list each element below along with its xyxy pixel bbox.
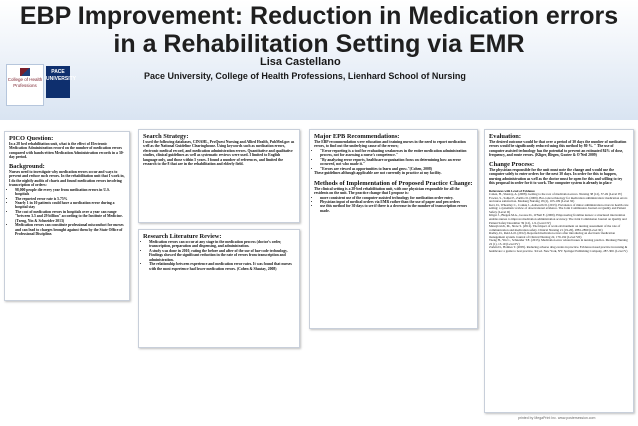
pico-background-panel — [4, 131, 130, 301]
recommendations-closing: These guidelines although applicable are not currently in practice at my facility. — [314, 171, 442, 176]
title-line-1: EBP Improvement: Reduction in Medication errors — [19, 2, 619, 30]
pace-name: PACE UNIVERSITY — [46, 69, 77, 82]
reference-item: Manojlovich, M., Shaw S. (2012). The impact of work environment on nursing assessment of the role of communication and medication safety. Clinical Nursing 21 (19-20), 2881-2890 (Level XI) — [489, 224, 621, 232]
pace-logo — [46, 66, 77, 98]
background-list — [9, 188, 125, 237]
reference-item: Tzeng H., Yin C., Schneider T.E. (2013). Medication error related issues in nursing practice. Medsurg Nursing 22 (1), 13-19 (Level IV) — [489, 238, 628, 246]
recommendations-intro: The EBP recommendation were education and training nurses in the need to report medication errors, to find out the underlying cause of the errors; — [314, 140, 466, 149]
list-item: • The cost of medication errors in hospitals over a year can range "between 3.5 and 29 billion" according to the Institute of Medicine. (Tzeng, Yin & Schneider 2013) — [15, 210, 125, 223]
list-item: • A study was done in 2010, rating the before and after of the use of bar-code technology. Findings showed the significant reduction in the rate of errors from transcription and administration. — [149, 249, 295, 262]
list-item: • The reported error rate is 5.75% — [15, 197, 125, 201]
list-item: • 98,000 people die every year from medication errors in U.S. hospitals — [15, 188, 125, 197]
pico-text: In a 28 bed rehabilitation unit, what is the effect of Electronic Medication Administration record on the number of medication errors compared with handwritten Medication Administration records in a 30-day period. — [9, 142, 124, 160]
list-item: • "Error reporting is a tool for evaluating weaknesses in the entire medication administration process, not for assessing a nurse's competence." — [320, 149, 473, 158]
evaluation-text: The desired outcome would be that over a period of 30 days the number of medication errors would be significantly reduced using this method by 80 %. " The use of computer assisted technology has the potential to prevent an estimated 84% of dose, frequency, and route errors. (Kliger, Blegen, Gootee & O'Neil 2009) — [489, 140, 627, 158]
evaluation-panel — [484, 129, 634, 413]
methods-heading: Methods of Implementation of Proposed Practice Change: — [314, 179, 473, 187]
title-line-2: in a Rehabilitation Setting via EMR — [113, 30, 525, 58]
list-item: • Medication errors can constitute professional misconduct for nurses and can lead to charges brought against them by the State Office of Professional Discipline. — [15, 223, 125, 236]
college-name: College of Health Professions — [7, 77, 43, 88]
background-heading: Background: — [9, 162, 45, 170]
list-item: • "By analyzing error reports, healthcare organization focus on determining how an error occurred, not who made it." — [320, 158, 473, 167]
search-text: I used the following databases, CINAHL, ProQuest Nursing and Allied Health, PubMed.gov as well as the National Guideline Clearinghouse. Using keywords such as medication errors, electronic medical record, and medication administration errors. Quantitative and qualitative studies, clinical guidelines as well as systematic reviews were used. I limited to English language only, and those within 5 years. I found a number of references, and limited the research to the 8 that are in the rehabilitation and elderly field. — [143, 140, 295, 167]
list-item: • "Errors are viewed as opportunities to learn and grow."(Cohen, 2008) — [320, 167, 473, 171]
college-logo — [6, 64, 44, 106]
affiliation: Pace University, College of Health Professions, Lienhard School of Nursing — [144, 71, 466, 81]
review-list — [143, 240, 295, 271]
list-item: • Physician input of medical orders via EMR rather than the use of paper and pen orders — [320, 200, 473, 204]
reference-item: Fowler, S., Sohler P., Zarillo D. (2009). Bar-code technology for medication administration: medication errors and nurse satisfaction. Medsurg Nursing 18 (2), 103-109 (Level XI) — [489, 195, 628, 204]
pico-heading: PICO Question: — [9, 135, 54, 142]
change-text: The physician responsible for the unit must note the change and would use the computer solely to enter orders for the next 30 days. In order for this to happen, nursing administration as well as the doctor must be open for this and willing to try this proposal in order for it to work. The computer system is already in place — [489, 167, 623, 186]
reference-item: Kerr, D., Wheatley C., Conkie J., Ashworth D. (2013). Prevalence of minor administration errors in health care setting: a systematic review of observational evidence. The Joint Commission Journal on Quality and Patient Safety (Level II) — [489, 202, 629, 214]
methods-intro: The clinical setting is a 28-bed rehabilitation unit, with one physician responsible for all the residents on the unit. The practice change that I propose is: — [314, 186, 460, 196]
college-crest-icon — [20, 68, 30, 76]
reference-item: Zorkin D., Holmes T. (2005). Reducing adverse drug events in practice. Evidence-based practice in nursing & healthcare: a guide to best practice. 3rd ed. New York, NY: Springer Publishing Company, 287-300. (Level V) — [489, 245, 628, 253]
recommendations-list — [314, 149, 473, 171]
printer-credit: printed by MegaPrint Inc. www.postersession.com — [518, 416, 596, 420]
change-heading: Change Process: — [489, 160, 535, 168]
reference-item: Cohen, H., Shastay, A. (2008). Getting to the root of medication errors. Nursing 38 (12), 37-49 (Level IV) — [489, 192, 623, 197]
reference-item: Radley, D., Reid A.D. (2012). Reported medication errors after introducing an electronic medication management system. Journal of Clinical Nursing 22, 179-192 (Level VII) — [489, 231, 616, 239]
list-item: • Medication errors can occur at any stage in the medication process (doctor's order, transcription, preparation and dispensing, and administration. — [149, 240, 295, 249]
search-strategy-panel — [138, 129, 300, 223]
background-intro: Nurses need to investigate why medication errors occur and ways to prevent and reduce such errors. In the rehabilitation unit that I work in, I do the nightly audits of charts and found medication errors involving transcription of orders: — [9, 169, 125, 188]
evaluation-heading: Evaluation: — [489, 133, 521, 140]
recommendations-panel — [309, 129, 478, 329]
literature-review-panel — [138, 229, 300, 348]
references — [489, 190, 629, 254]
poster-title — [0, 2, 638, 58]
review-heading: Research Literature Review: — [143, 233, 222, 240]
reference-item: Kliger J., Blegen M.A., Gootee D., O'Neil E. (2009). Empowering frontline nurses: a structured intervention enables nurses to improve medication administration accuracy. The Joint Commission Journal on Quality and Patient Safety December 39 (12), 1-9. (Level IV) — [489, 213, 627, 225]
recommendations-heading: Major EPB Recommendations: — [314, 133, 400, 140]
author-name: Lisa Castellano — [260, 56, 341, 68]
list-item: • Nearly 1 in 10 patients could have a medication error during a hospital stay — [15, 201, 125, 210]
search-heading: Search Strategy: — [143, 133, 189, 140]
list-item: • The relationship between experience and medication error rates. It was found that nurses with the most experience had lower medication errors. (Cohen & Shastay, 2008) — [149, 262, 295, 271]
methods-list — [314, 196, 473, 214]
list-item: • more consistent use of the computer-assisted technology for medication order entry. — [320, 196, 473, 200]
references-heading: References with Level of Evidence — [489, 188, 535, 193]
list-item: • use this method for 30 days to see if there is a decrease in the number of transcription errors made. — [320, 204, 473, 213]
